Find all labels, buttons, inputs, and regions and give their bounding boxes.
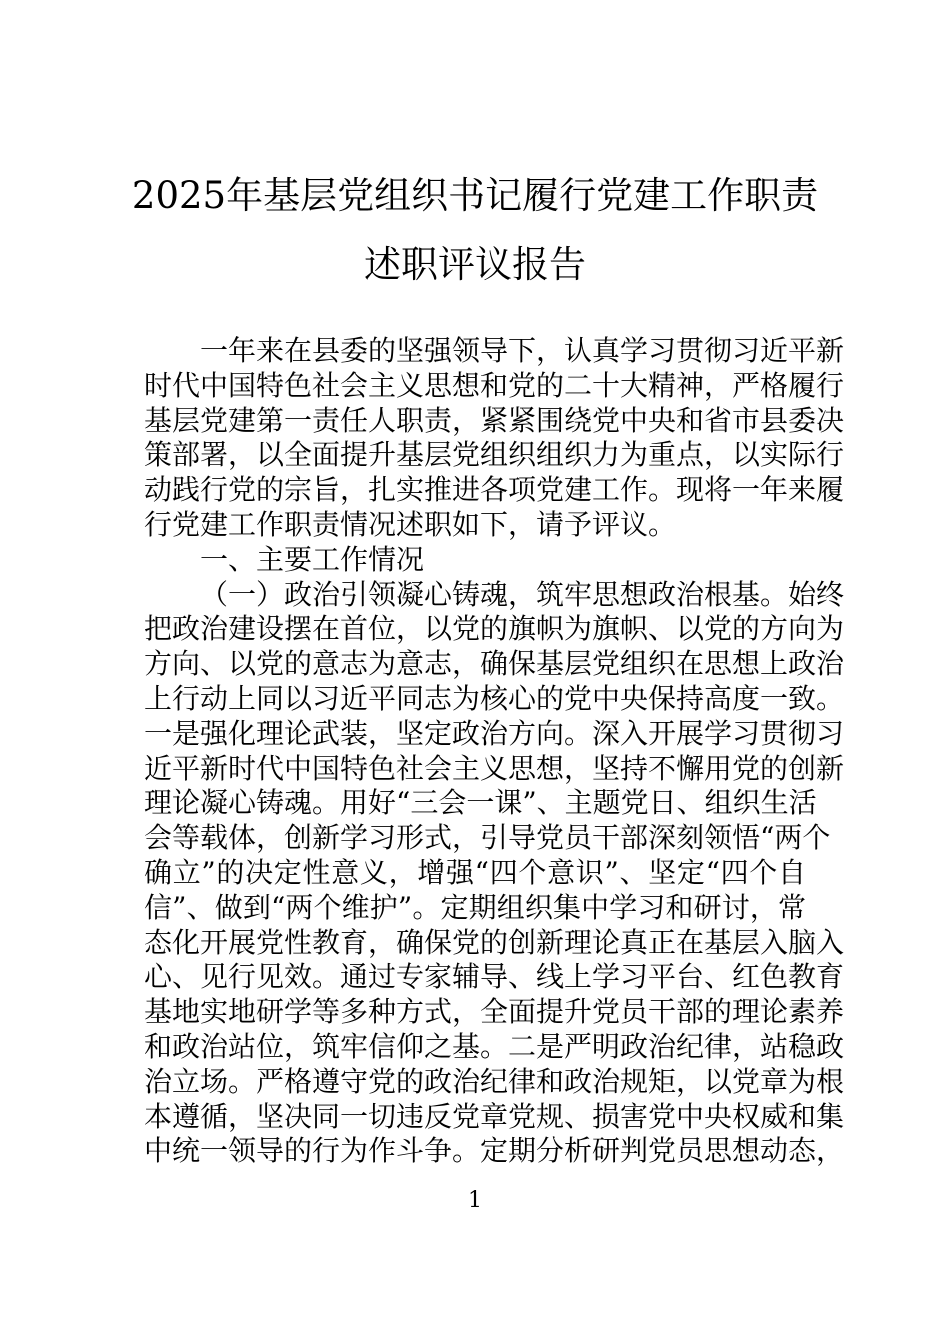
- paragraph-line: 上行动上同以习近平同志为核心的党中央保持高度一致。: [144, 681, 845, 715]
- document-title-line-2: 述职评议报告: [364, 243, 586, 286]
- paragraph-line: 本遵循，坚决同一切违反党章党规、损害党中央权威和集: [144, 1099, 845, 1133]
- paragraph-line: 基地实地研学等多种方式，全面提升党员干部的理论素养: [144, 995, 845, 1029]
- subsection-heading-line: （一）政治引领凝心铸魂，筑牢思想政治根基。始终: [200, 577, 845, 611]
- paragraph-line: 理论凝心铸魂。用好“三会一课”、主题党日、组织生活: [144, 786, 817, 820]
- paragraph-line: 态化开展党性教育，确保党的创新理论真正在基层入脑入: [144, 925, 845, 959]
- page-number: 1: [468, 1188, 482, 1213]
- paragraph-line: 信”、做到“两个维护”。定期组织集中学习和研讨，常: [144, 890, 806, 924]
- paragraph-line: 基层党建第一责任人职责，紧紧围绕党中央和省市县委决: [144, 403, 845, 437]
- document-title-line-1: 2025年基层党组织书记履行党建工作职责: [131, 174, 819, 217]
- paragraph-line: 一是强化理论武装，坚定政治方向。深入开展学习贯彻习: [144, 716, 845, 750]
- paragraph-line: 确立”的决定性意义，增强“四个意识”、坚定“四个自: [144, 855, 806, 889]
- paragraph-line: 一年来在县委的坚强领导下，认真学习贯彻习近平新: [200, 334, 845, 367]
- paragraph-line: 时代中国特色社会主义思想和党的二十大精神，严格履行: [144, 368, 845, 402]
- section-heading: 一、主要工作情况: [200, 542, 425, 576]
- paragraph-line: 心、见行见效。通过专家辅导、线上学习平台、红色教育: [144, 960, 845, 994]
- paragraph-line: 近平新时代中国特色社会主义思想，坚持不懈用党的创新: [144, 751, 845, 785]
- paragraph-line: 和政治站位，筑牢信仰之基。二是严明政治纪律，站稳政: [144, 1029, 845, 1063]
- paragraph-line: 治立场。严格遵守党的政治纪律和政治规矩，以党章为根: [144, 1064, 845, 1098]
- paragraph-line: 行党建工作职责情况述职如下，请予评议。: [144, 507, 677, 541]
- paragraph-line: 动践行党的宗旨，扎实推进各项党建工作。现将一年来履: [144, 473, 845, 507]
- paragraph-line: 方向、以党的意志为意志，确保基层党组织在思想上政治: [144, 647, 845, 681]
- paragraph-line: 中统一领导的行为作斗争。定期分析研判党员思想动态，: [144, 1134, 845, 1168]
- paragraph-line: 会等载体，创新学习形式，引导党员干部深刻领悟“两个: [144, 821, 831, 855]
- paragraph-line: 策部署，以全面提升基层党组织组织力为重点，以实际行: [144, 438, 845, 472]
- paragraph-line: 把政治建设摆在首位，以党的旗帜为旗帜、以党的方向为: [144, 612, 845, 646]
- document-body: [144, 334, 845, 1169]
